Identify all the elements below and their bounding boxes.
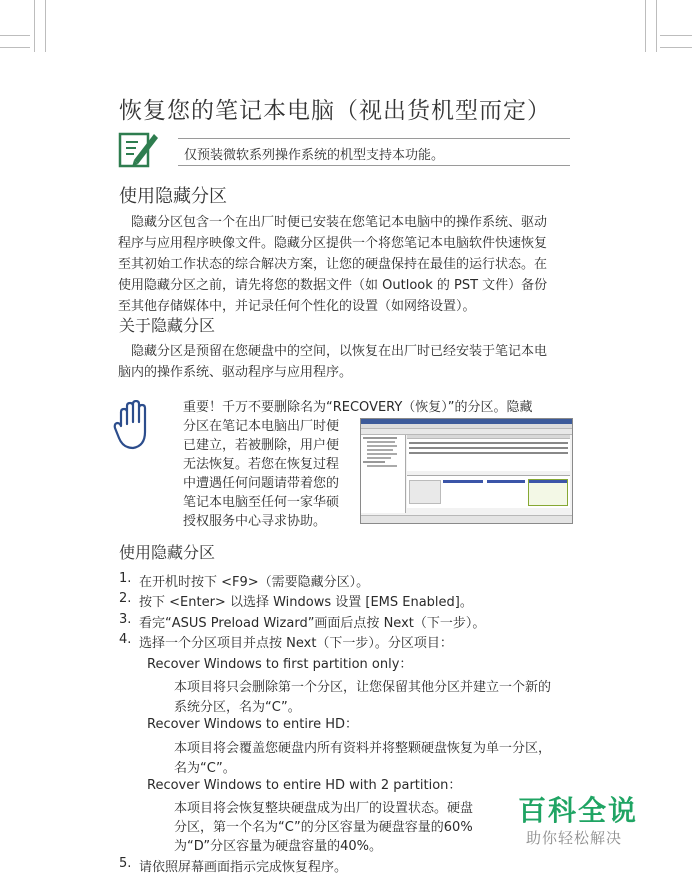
- warning-line: 中遭遇任何问题请带着您的: [183, 476, 340, 491]
- paragraph-line: 至其他存储媒体中，并记录任何个性化的设置（如网络设置）。: [118, 299, 476, 314]
- note-text: 仅预装微软系列操作系统的机型支持本功能。: [184, 148, 445, 163]
- screenshot-disk-map: [407, 475, 570, 508]
- option-desc: 系统分区，名为“C”。: [174, 700, 301, 715]
- screenshot-tree-pane: [361, 435, 406, 513]
- option-name: Recover Windows to entire HD：: [147, 717, 358, 732]
- screenshot-volume-list: [407, 435, 570, 471]
- section-heading: 使用隐藏分区: [119, 543, 216, 562]
- warning-line: 授权服务中心寻求协助。: [183, 514, 327, 529]
- paragraph-line: 隐藏分区包含一个在出厂时便已安装在您笔记本电脑中的操作系统、驱动: [131, 215, 548, 230]
- crop-mark: [656, 0, 657, 52]
- step-text: 按下 <Enter> 以选择 Windows 设置 [EMS Enabled]。: [139, 595, 473, 610]
- screenshot-statusbar: [361, 515, 572, 523]
- option-name: Recover Windows to first partition only：: [147, 657, 413, 672]
- hand-warning-icon: [113, 400, 155, 456]
- step-number: 3.: [119, 612, 132, 627]
- section-heading: 使用隐藏分区: [119, 186, 227, 207]
- step-number: 5.: [119, 856, 132, 871]
- step-text: 选择一个分区项目并点按 Next（下一步）。分区项目：: [139, 636, 453, 651]
- crop-mark: [660, 35, 692, 36]
- step-text: 在开机时按下 <F9>（需要隐藏分区）。: [139, 575, 370, 590]
- option-desc: 为“D”分区容量为硬盘容量的40%。: [174, 839, 383, 854]
- disk-management-screenshot: [360, 418, 573, 524]
- paragraph-line: 程序与应用程序映像文件。隐藏分区提供一个将您笔记本电脑软件快速恢复: [118, 236, 548, 251]
- note-icon: [118, 130, 160, 174]
- paragraph-line: 脑内的操作系统、驱动程序与应用程序。: [118, 365, 353, 380]
- crop-mark: [34, 0, 35, 52]
- option-desc: 本项目将会恢复整块硬盘成为出厂的设置状态。硬盘: [174, 801, 474, 816]
- warning-line: 重要！千万不要删除名为“RECOVERY（恢复）”的分区。隐藏: [183, 400, 533, 415]
- watermark-slogan: 助你轻松解决: [526, 829, 623, 847]
- option-desc: 本项目将会覆盖您硬盘内所有资料并将整颗硬盘恢复为单一分区，: [174, 741, 552, 756]
- crop-mark: [45, 0, 46, 52]
- warning-line: 笔记本电脑至任何一家华硕: [183, 495, 340, 510]
- option-name: Recover Windows to entire HD with 2 partition：: [147, 778, 462, 793]
- warning-line: 无法恢复。若您在恢复过程: [183, 457, 340, 472]
- divider: [178, 138, 570, 139]
- paragraph-line: 至其初始工作状态的综合解决方案，让您的硬盘保持在最佳的运行状态。在: [118, 257, 548, 272]
- option-desc: 分区，第一个名为“C”的分区容量为硬盘容量的60%: [174, 820, 473, 835]
- section-heading: 关于隐藏分区: [119, 316, 216, 335]
- step-text: 请依照屏幕画面指示完成恢复程序。: [139, 860, 348, 875]
- section-paragraph: [118, 212, 572, 317]
- watermark-brand: 百科全说: [518, 794, 639, 827]
- section-paragraph: [118, 341, 572, 383]
- option-desc: 本项目将只会删除第一个分区，让您保留其他分区并建立一个新的: [174, 680, 552, 695]
- divider: [178, 165, 570, 166]
- step-text: 看完“ASUS Preload Wizard”画面后点按 Next（下一步）。: [139, 616, 486, 631]
- crop-mark: [0, 47, 30, 48]
- step-number: 4.: [119, 632, 132, 647]
- step-number: 1.: [119, 571, 132, 586]
- option-desc: 名为“C”。: [174, 761, 236, 776]
- paragraph-line: 隐藏分区是预留在您硬盘中的空间，以恢复在出厂时已经安装于笔记本电: [131, 344, 548, 359]
- page-title: 恢复您的笔记本电脑（视出货机型而定）: [119, 98, 551, 124]
- crop-mark: [645, 0, 646, 52]
- warning-line: 分区在笔记本电脑出厂时便: [183, 419, 340, 434]
- paragraph-line: 使用隐藏分区之前，请先将您的数据文件（如 Outlook 的 PST 文件）备份: [118, 278, 548, 293]
- crop-mark: [660, 47, 692, 48]
- step-number: 2.: [119, 591, 132, 606]
- crop-mark: [0, 35, 30, 36]
- warning-line: 已建立，若被删除，用户便: [183, 438, 340, 453]
